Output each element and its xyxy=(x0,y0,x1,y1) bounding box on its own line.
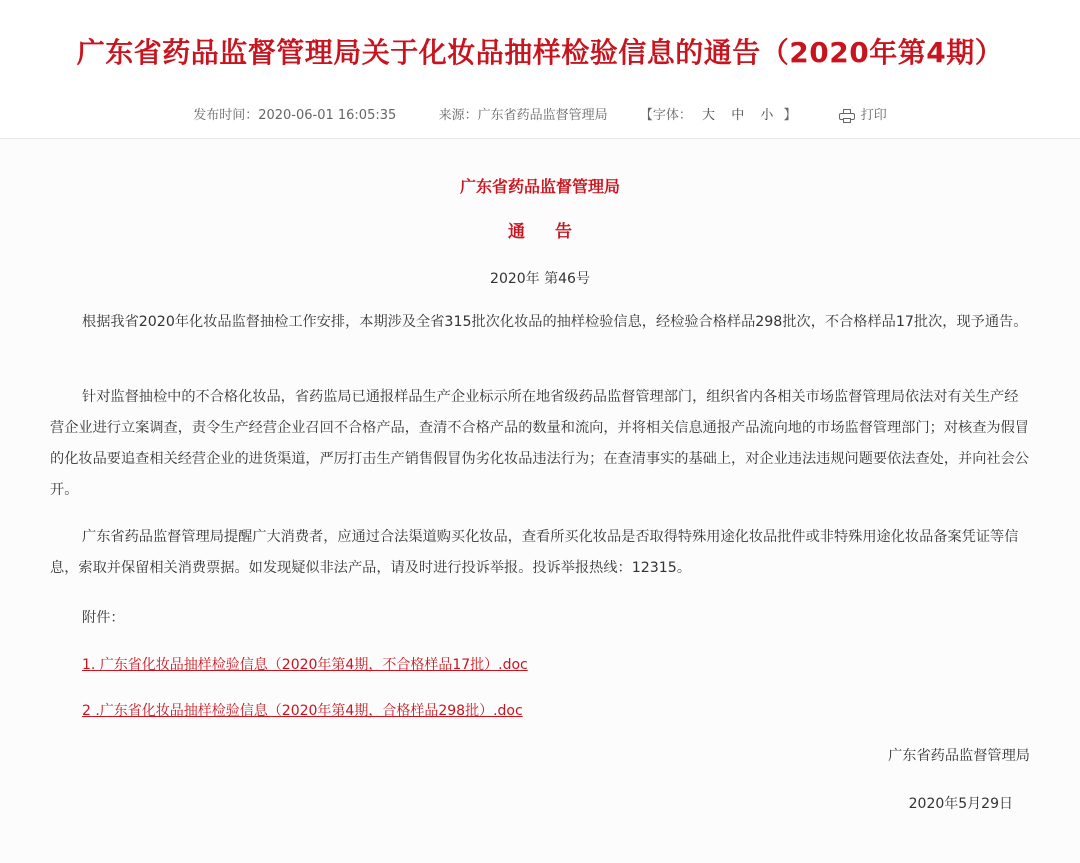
source-label: 来源： xyxy=(438,108,478,124)
print-label: 打印 xyxy=(860,108,887,123)
signature-org: 广东省药品监督管理局 xyxy=(888,748,1030,764)
font-size-medium-button[interactable]: 中 xyxy=(731,108,745,124)
page-title: 广东省药品监督管理局关于化妆品抽样检验信息的通告（2020年第4期） xyxy=(76,36,1004,69)
attachment-link-2[interactable]: 2 .广东省化妆品抽样检验信息（2020年第4期，合格样品298批）.doc xyxy=(82,703,523,719)
issuer-heading: 广东省药品监督管理局 xyxy=(459,177,620,196)
signature-date: 2020年5月29日 xyxy=(908,796,1013,812)
attachments-label: 附件： xyxy=(82,610,125,626)
attachment-link-1[interactable]: 1. 广东省化妆品抽样检验信息（2020年第4期，不合格样品17批）.doc xyxy=(82,657,528,673)
paragraph-2: 针对监督抽检中的不合格化妆品，省药监局已通报样品生产企业标示所在地省级药品监督管理部门，组织省内各相关市场监督管理局依法对有关生产经营企业进行立案调查，责令生产经营企业召回不合格产品，查清不合格产品的数量和流向，并将相关信息通报产品流向地的市场监督管理部门；对核查为假冒的化妆品要追查相关经营企业的进货渠道，严厉打击生产销售假冒伪劣化妆品违法行为；在查清事实的基础上，对企业违法违规问题要依法查处，并向社会公开。 xyxy=(50,389,1029,498)
printer-icon xyxy=(839,109,855,123)
print-button[interactable] xyxy=(839,104,887,129)
font-size-open: 【字体： xyxy=(639,108,692,124)
article-header xyxy=(0,0,1080,138)
document-number: 2020年 第46号 xyxy=(490,271,590,287)
paragraph-3: 广东省药品监督管理局提醒广大消费者，应通过合法渠道购买化妆品，查看所买化妆品是否取得特殊用途化妆品批件或非特殊用途化妆品备案凭证等信息，索取并保留相关消费票据。如发现疑似非法产品，请及时进行投诉举报。投诉举报热线：12315。 xyxy=(50,529,1019,576)
article-body xyxy=(0,138,1080,863)
paragraph-1: 根据我省2020年化妆品监督抽检工作安排，本期涉及全省315批次化妆品的抽样检验信息，经检验合格样品298批次，不合格样品17批次，现予通告。 xyxy=(82,314,1028,330)
font-size-close: 】 xyxy=(783,108,797,124)
publish-time-label: 发布时间： xyxy=(193,108,259,124)
font-size-small-button[interactable]: 小 xyxy=(760,108,774,124)
font-size-large-button[interactable]: 大 xyxy=(702,108,716,124)
notice-heading: 通告 xyxy=(508,222,602,242)
article-meta xyxy=(0,104,1080,129)
publish-time: 2020-06-01 16:05:35 xyxy=(258,108,397,124)
source-value: 广东省药品监督管理局 xyxy=(477,108,608,124)
